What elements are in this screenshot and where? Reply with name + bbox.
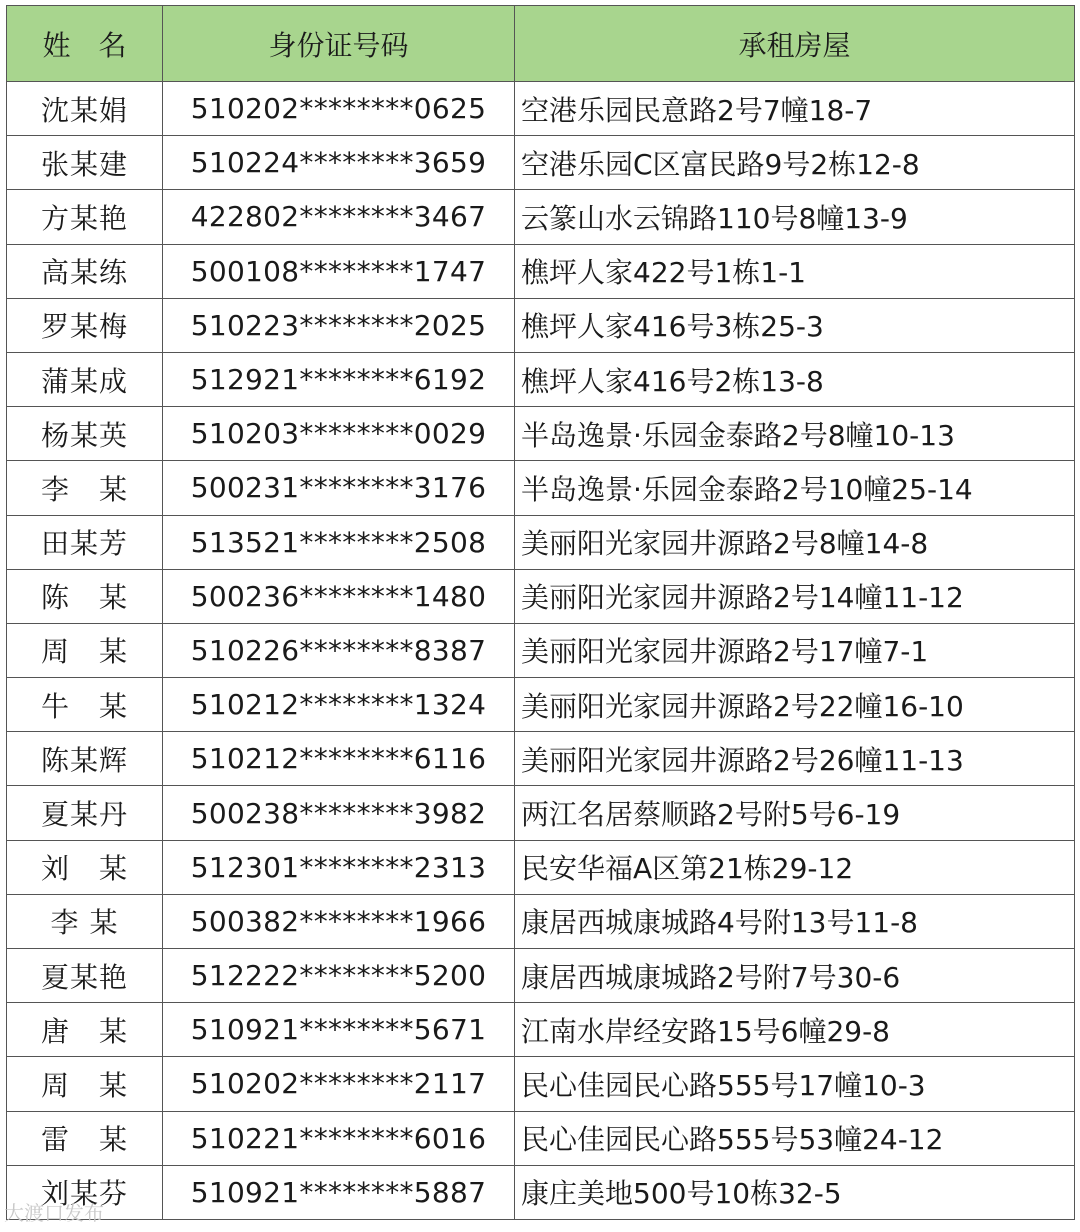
id-cell: 422802********3467 [163, 190, 515, 244]
table-row [7, 1111, 1075, 1165]
name-cell: 高某练 [7, 244, 163, 298]
table-row [7, 678, 1075, 732]
name-cell: 蒲某成 [7, 352, 163, 406]
house-cell: 樵坪人家416号3栋25-3 [515, 298, 1075, 352]
house-cell: 空港乐园C区富民路9号2栋12-8 [515, 136, 1075, 190]
house-cell: 民心佳园民心路555号53幢24-12 [515, 1111, 1075, 1165]
house-cell: 两江名居蔡顺路2号附5号6-19 [515, 786, 1075, 840]
name-cell: 刘某芬 [7, 1165, 163, 1219]
table-row [7, 407, 1075, 461]
table-row [7, 732, 1075, 786]
table-row [7, 352, 1075, 406]
house-cell: 樵坪人家416号2栋13-8 [515, 352, 1075, 406]
id-cell: 510221********6016 [163, 1111, 515, 1165]
name-cell: 方某艳 [7, 190, 163, 244]
house-cell: 樵坪人家422号1栋1-1 [515, 244, 1075, 298]
house-cell: 康居西城康城路2号附7号30-6 [515, 949, 1075, 1003]
name-cell: 张某建 [7, 136, 163, 190]
table-row [7, 1165, 1075, 1219]
house-cell: 美丽阳光家园井源路2号8幢14-8 [515, 515, 1075, 569]
name-cell: 雷 某 [7, 1111, 163, 1165]
id-cell: 510921********5671 [163, 1003, 515, 1057]
id-cell: 513521********2508 [163, 515, 515, 569]
table-row [7, 786, 1075, 840]
name-cell: 李 某 [7, 894, 163, 948]
house-cell: 半岛逸景·乐园金泰路2号8幢10-13 [515, 407, 1075, 461]
table-row [7, 840, 1075, 894]
house-cell: 民心佳园民心路555号17幢10-3 [515, 1057, 1075, 1111]
id-cell: 500236********1480 [163, 569, 515, 623]
id-cell: 510202********2117 [163, 1057, 515, 1111]
name-cell: 陈 某 [7, 569, 163, 623]
table-row [7, 569, 1075, 623]
id-cell: 512921********6192 [163, 352, 515, 406]
name-cell: 罗某梅 [7, 298, 163, 352]
id-cell: 500108********1747 [163, 244, 515, 298]
id-cell: 512222********5200 [163, 949, 515, 1003]
name-cell: 李 某 [7, 461, 163, 515]
table-row [7, 894, 1075, 948]
house-cell: 美丽阳光家园井源路2号26幢11-13 [515, 732, 1075, 786]
name-cell: 田某芳 [7, 515, 163, 569]
house-cell: 康庄美地500号10栋32-5 [515, 1165, 1075, 1219]
house-cell: 美丽阳光家园井源路2号14幢11-12 [515, 569, 1075, 623]
table-row [7, 1003, 1075, 1057]
table-row [7, 190, 1075, 244]
house-cell: 美丽阳光家园井源路2号22幢16-10 [515, 678, 1075, 732]
header-id: 身份证号码 [163, 6, 515, 82]
id-cell: 510203********0029 [163, 407, 515, 461]
name-cell: 唐 某 [7, 1003, 163, 1057]
table-row [7, 244, 1075, 298]
house-cell: 半岛逸景·乐园金泰路2号10幢25-14 [515, 461, 1075, 515]
table-row [7, 136, 1075, 190]
id-cell: 510202********0625 [163, 82, 515, 136]
table-row [7, 298, 1075, 352]
name-cell: 夏某丹 [7, 786, 163, 840]
id-cell: 510212********1324 [163, 678, 515, 732]
name-cell: 周 某 [7, 1057, 163, 1111]
tenant-table [6, 5, 1075, 1220]
id-cell: 510226********8387 [163, 623, 515, 677]
house-cell: 康居西城康城路4号附13号11-8 [515, 894, 1075, 948]
watermark: 大渡口发布 [4, 1201, 104, 1225]
house-cell: 空港乐园民意路2号7幢18-7 [515, 82, 1075, 136]
name-cell: 周 某 [7, 623, 163, 677]
name-cell: 牛 某 [7, 678, 163, 732]
table-row [7, 515, 1075, 569]
name-cell: 杨某英 [7, 407, 163, 461]
house-cell: 美丽阳光家园井源路2号17幢7-1 [515, 623, 1075, 677]
table-row [7, 82, 1075, 136]
house-cell: 云篆山水云锦路110号8幢13-9 [515, 190, 1075, 244]
house-cell: 民安华福A区第21栋29-12 [515, 840, 1075, 894]
table-row [7, 949, 1075, 1003]
name-cell: 陈某辉 [7, 732, 163, 786]
name-cell: 夏某艳 [7, 949, 163, 1003]
name-cell: 刘 某 [7, 840, 163, 894]
table-row [7, 623, 1075, 677]
id-cell: 510212********6116 [163, 732, 515, 786]
id-cell: 512301********2313 [163, 840, 515, 894]
table-row [7, 1057, 1075, 1111]
id-cell: 510223********2025 [163, 298, 515, 352]
name-cell: 沈某娟 [7, 82, 163, 136]
table-row [7, 461, 1075, 515]
header-row [7, 6, 1075, 82]
house-cell: 江南水岸经安路15号6幢29-8 [515, 1003, 1075, 1057]
header-house: 承租房屋 [515, 6, 1075, 82]
id-cell: 510224********3659 [163, 136, 515, 190]
id-cell: 500238********3982 [163, 786, 515, 840]
id-cell: 500231********3176 [163, 461, 515, 515]
id-cell: 510921********5887 [163, 1165, 515, 1219]
id-cell: 500382********1966 [163, 894, 515, 948]
header-name: 姓 名 [7, 6, 163, 82]
